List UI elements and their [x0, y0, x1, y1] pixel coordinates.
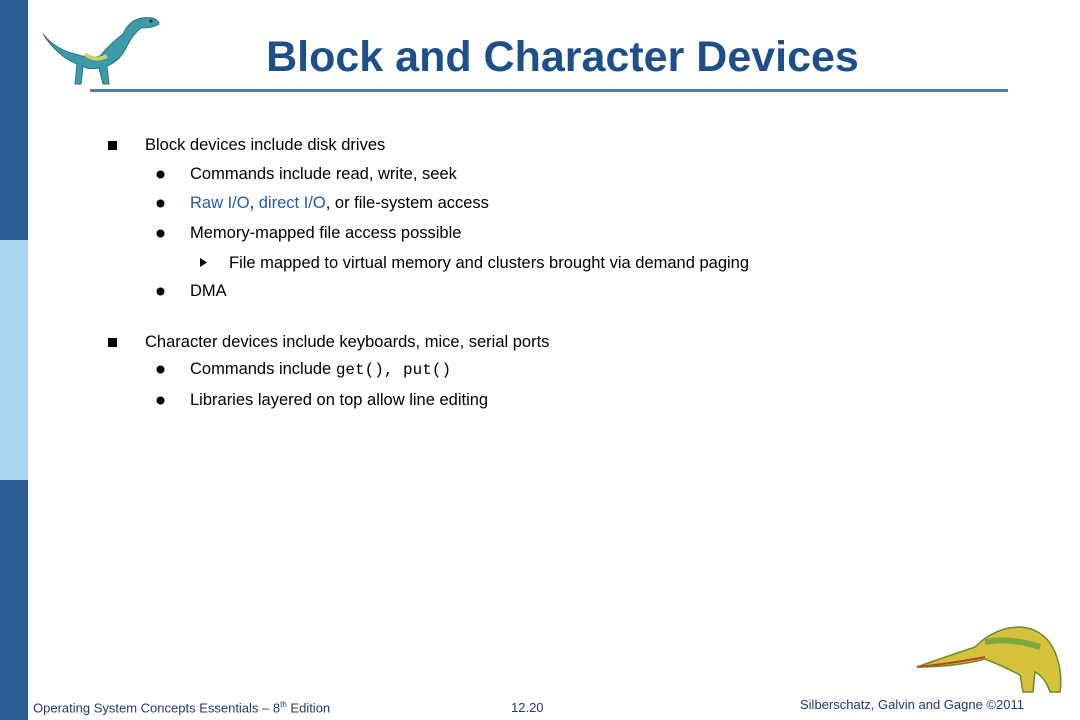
title-underline [90, 89, 1008, 92]
direct-io-term: direct I/O [258, 194, 326, 212]
triangle-bullet-icon [200, 258, 207, 267]
circle-bullet-icon [156, 170, 165, 179]
circle-bullet-icon [156, 199, 165, 208]
commands-prefix: Commands include [190, 360, 336, 378]
separator-text: , [249, 194, 259, 212]
footer-title-end: Edition [286, 700, 331, 716]
dinosaur-bottom-icon [915, 597, 1070, 697]
sub-bullet-raw-io [190, 194, 489, 213]
sub-bullet-commands: Commands include read, write, seek [190, 165, 457, 183]
bullet-block-devices: Block devices include disk drives [145, 136, 386, 154]
footer-book-title [33, 700, 330, 715]
code-get-put: get(), put() [335, 361, 452, 379]
circle-bullet-icon [156, 287, 165, 296]
sub-bullet-dma: DMA [190, 282, 227, 300]
bullet-character-devices: Character devices include keyboards, mice, serial ports [145, 333, 550, 351]
footer-copyright: Silberschatz, Galvin and Gagne ©2011 [800, 697, 1024, 712]
circle-bullet-icon [156, 396, 165, 405]
dinosaur-logo-icon [35, 4, 165, 89]
raw-io-rest: , or file-system access [325, 194, 489, 212]
circle-bullet-icon [156, 229, 165, 238]
footer-page-number: 12.20 [511, 700, 544, 715]
sub-sub-bullet-file-mapped: File mapped to virtual memory and clusters brought via demand paging [229, 254, 750, 272]
footer-title-main: Operating System Concepts Essentials – 8 [33, 700, 281, 716]
sub-bullet-char-commands [190, 360, 451, 379]
sub-bullet-memory-mapped: Memory-mapped file access possible [190, 224, 462, 242]
footer-title-sup: th [280, 700, 287, 709]
left-sidebar [0, 0, 28, 720]
sub-bullet-libraries: Libraries layered on top allow line editing [190, 391, 489, 409]
raw-io-term: Raw I/O [190, 194, 250, 212]
square-bullet-icon [108, 141, 117, 150]
slide-title: Block and Character Devices [266, 33, 859, 81]
square-bullet-icon [108, 338, 117, 347]
sidebar-light-band [0, 240, 28, 480]
circle-bullet-icon [156, 365, 165, 374]
